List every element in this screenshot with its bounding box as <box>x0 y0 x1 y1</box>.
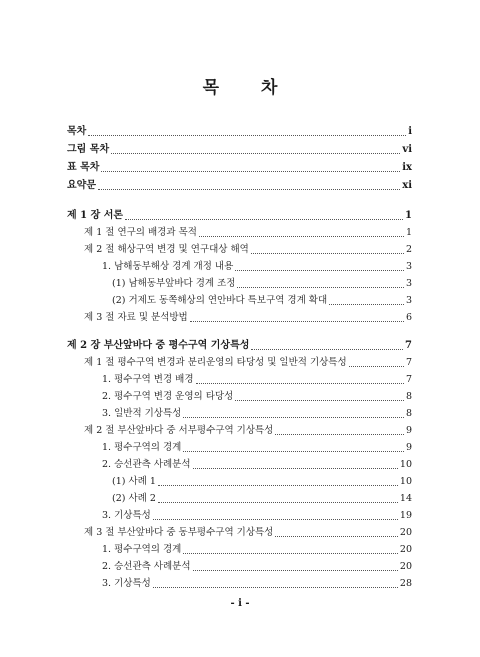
leader-dots <box>235 400 404 401</box>
leader-dots <box>235 270 404 271</box>
toc-entry-page: 1 <box>405 210 412 221</box>
leader-dots <box>158 502 398 503</box>
toc-entry <box>102 372 412 386</box>
toc-entry-label: 3. 일반적 기상특성 <box>102 408 182 419</box>
toc-entry-label: 요약문 <box>67 180 96 191</box>
toc-entry-page: xi <box>402 180 412 191</box>
toc-entry-page: ix <box>402 162 412 173</box>
leader-dots <box>275 536 398 537</box>
toc-entry-page: 3 <box>405 261 412 272</box>
toc-entry-label: 제 3 절 자료 및 분석방법 <box>84 312 188 323</box>
toc-entry-label: 그림 목차 <box>67 144 110 155</box>
toc-entry-label: 제 1 절 평수구역 변경과 분리운영의 타당성 및 일반적 기상특성 <box>84 357 347 368</box>
leader-dots <box>183 553 398 554</box>
leader-dots <box>196 383 404 384</box>
leader-dots <box>88 135 406 136</box>
toc-entry <box>112 491 412 505</box>
leader-dots <box>101 171 400 172</box>
toc-entry-page: 10 <box>399 459 412 470</box>
toc-entry-page: 20 <box>399 527 412 538</box>
toc-entry <box>84 423 412 437</box>
toc-entry-page: 9 <box>405 442 412 453</box>
leader-dots <box>183 417 404 418</box>
leader-dots <box>251 349 403 350</box>
toc-entry-page: 3 <box>405 278 412 289</box>
toc-entry-label: 제 1 장 서론 <box>67 210 124 221</box>
leader-dots <box>125 219 403 220</box>
toc-entry-page: 7 <box>405 357 412 368</box>
page-title: 목 차 <box>202 78 296 98</box>
leader-dots <box>275 434 404 435</box>
leader-dots <box>349 366 404 367</box>
toc-entry <box>84 310 412 324</box>
toc-entry-label: (2) 사례 2 <box>112 493 156 504</box>
toc-entry <box>84 242 412 256</box>
toc-entry <box>102 406 412 420</box>
leader-dots <box>251 253 404 254</box>
leader-dots <box>153 587 398 588</box>
toc-entry-tables <box>67 160 412 174</box>
toc-entry-page: 20 <box>399 544 412 555</box>
leader-dots <box>199 236 404 237</box>
toc-entry-label: 목차 <box>67 126 87 137</box>
leader-dots <box>158 485 398 486</box>
page-number: - i - <box>230 598 250 609</box>
toc-entry-page: 2 <box>405 244 412 255</box>
toc-entry-figures <box>67 142 412 156</box>
toc-entry-label: 제 1 절 연구의 배경과 목적 <box>84 227 197 238</box>
toc-entry-label: 제 3 절 부산앞바다 중 동부평수구역 기상특성 <box>84 527 274 538</box>
toc-entry-page: vi <box>402 144 412 155</box>
toc-entry-label: 제 2 장 부산앞바다 중 평수구역 기상특성 <box>67 340 250 351</box>
toc-entry-label: (1) 남해동부앞바다 경계 조정 <box>112 278 236 289</box>
toc-chapter-1 <box>67 208 412 222</box>
toc-entry-label: 2. 승선관측 사례분석 <box>102 459 191 470</box>
toc-entry <box>102 440 412 454</box>
toc-entry-label: 2. 평수구역 변경 운영의 타당성 <box>102 391 234 402</box>
toc-entry-label: 2. 승선관측 사례분석 <box>102 561 191 572</box>
toc-entry-label: 1. 평수구역의 경계 <box>102 442 182 453</box>
toc-entry-label: (1) 사례 1 <box>112 476 156 487</box>
toc-entry <box>112 276 412 290</box>
leader-dots <box>183 451 404 452</box>
toc-entry-label: 제 2 절 해상구역 변경 및 연구대상 해역 <box>84 244 249 255</box>
toc-entry-page: 8 <box>405 408 412 419</box>
toc-entry <box>112 293 412 307</box>
toc-entry <box>102 576 412 590</box>
toc-entry-summary <box>67 178 412 192</box>
toc-entry <box>84 525 412 539</box>
leader-dots <box>329 304 404 305</box>
toc-entry-page: 20 <box>399 561 412 572</box>
toc-entry-label: 1. 남해동부해상 경계 개정 내용 <box>102 261 234 272</box>
toc-entry-page: 28 <box>399 578 412 589</box>
toc-entry-page: 9 <box>405 425 412 436</box>
toc-entry <box>102 559 412 573</box>
toc-entry-page: 6 <box>405 312 412 323</box>
toc-entry <box>102 542 412 556</box>
toc-entry <box>112 474 412 488</box>
toc-entry-page: 7 <box>405 374 412 385</box>
toc-entry-label: 1. 평수구역의 경계 <box>102 544 182 555</box>
leader-dots <box>237 287 403 288</box>
toc-entry-label: (2) 거제도 동쪽해상의 연안바다 특보구역 경계 확대 <box>112 295 328 306</box>
toc-entry-page: 3 <box>405 295 412 306</box>
leader-dots <box>193 570 398 571</box>
toc-chapter-2 <box>67 338 412 352</box>
toc-entry-page: 7 <box>405 340 412 351</box>
toc-entry-label: 1. 평수구역 변경 배경 <box>102 374 194 385</box>
toc-entry-contents <box>67 124 412 138</box>
toc-entry <box>102 259 412 273</box>
toc-entry-label: 3. 기상특성 <box>102 510 151 521</box>
toc-entry <box>84 355 412 369</box>
toc-entry <box>102 508 412 522</box>
toc-entry-label: 표 목차 <box>67 162 100 173</box>
toc-entry <box>102 457 412 471</box>
leader-dots <box>111 153 400 154</box>
leader-dots <box>190 321 404 322</box>
toc-entry-label: 제 2 절 부산앞바다 중 서부평수구역 기상특성 <box>84 425 274 436</box>
leader-dots <box>153 519 398 520</box>
toc-entry <box>102 389 412 403</box>
leader-dots <box>98 189 400 190</box>
toc-entry-page: 19 <box>399 510 412 521</box>
toc-entry <box>84 225 412 239</box>
toc-entry-page: i <box>408 126 412 137</box>
toc-entry-page: 14 <box>399 493 412 504</box>
toc-entry-label: 3. 기상특성 <box>102 578 151 589</box>
toc-entry-page: 1 <box>405 227 412 238</box>
toc-entry-page: 10 <box>399 476 412 487</box>
toc-entry-page: 8 <box>405 391 412 402</box>
leader-dots <box>193 468 398 469</box>
